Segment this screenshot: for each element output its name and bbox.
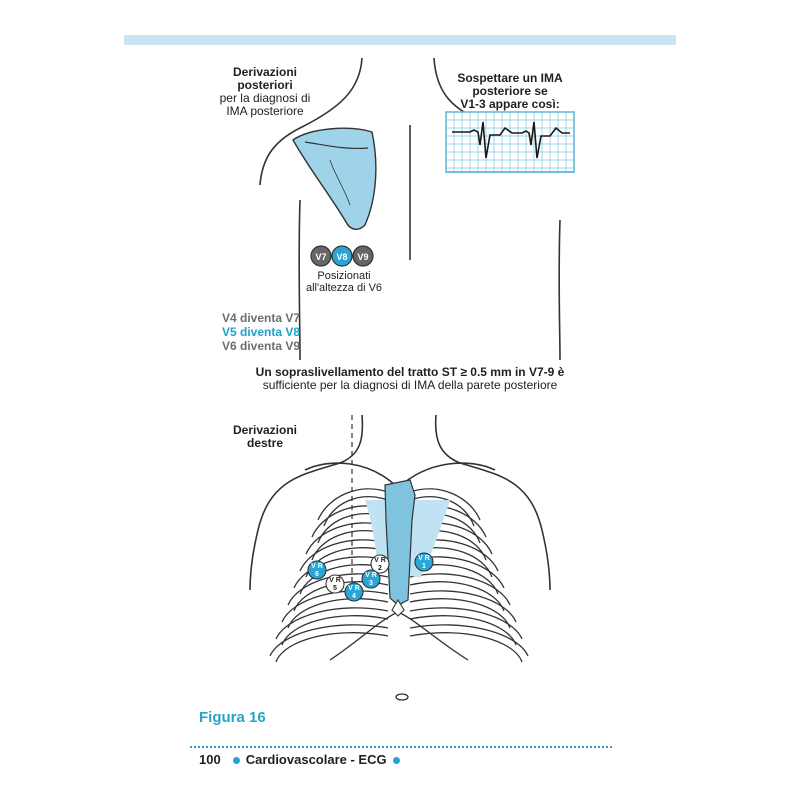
- posterior-subtitle-line1: per la diagnosi di: [219, 91, 311, 105]
- posterior-subtitle-line2: IMA posteriore: [226, 104, 304, 118]
- electrode-num-vr4: 4: [352, 593, 356, 600]
- ecg-strip: [446, 112, 574, 172]
- scapula: [293, 128, 376, 229]
- posterior-electrodes: [311, 246, 373, 266]
- footer-section: Cardiovascolare - ECG: [245, 752, 387, 767]
- shift-v5-v8: V5 diventa V8: [222, 325, 301, 339]
- right-title-line2: destre: [246, 436, 284, 450]
- suspect-ima-note: [445, 72, 575, 111]
- electrode-label-vr4: V R: [348, 585, 360, 592]
- right-title-line1: Derivazioni: [232, 423, 298, 437]
- electrode-label-vr2: V R: [374, 557, 386, 564]
- suspect-line3: V1-3 appare così:: [460, 97, 560, 111]
- shift-v6-v9: V6 diventa V9: [222, 339, 301, 353]
- positioned-note: [296, 270, 392, 294]
- posterior-title-line2: posteriori: [237, 78, 293, 92]
- electrode-num-vr2: 2: [378, 565, 382, 572]
- page-footer: [199, 752, 406, 767]
- shift-v4-v7: V4 diventa V7: [222, 311, 301, 325]
- posterior-leads-title: [200, 66, 330, 118]
- positioned-line2: all'altezza di V6: [305, 282, 383, 294]
- electrode-label-v7: V7: [315, 252, 327, 262]
- lead-shift-list: [222, 311, 300, 353]
- electrode-label-vr5: V R: [329, 577, 341, 584]
- electrode-label-vr1: V R: [418, 555, 430, 562]
- electrode-num-vr1: 1: [422, 563, 426, 570]
- st-note-line1: Un sopraslivellamento del tratto ST ≥ 0.5 mm in V7-9 è: [255, 365, 565, 379]
- electrode-num-vr3: 3: [369, 580, 373, 587]
- posterior-title-line1: Derivazioni: [232, 65, 298, 79]
- electrode-label-vr6: V R: [311, 563, 323, 570]
- right-leads-title: [225, 424, 305, 450]
- suspect-line1: Sospettare un IMA: [457, 71, 563, 85]
- suspect-line2: posteriore se: [472, 84, 548, 98]
- electrode-label-v8: V8: [336, 252, 348, 262]
- footer-divider: [190, 746, 612, 748]
- navel: [396, 694, 408, 700]
- positioned-line1: Posizionati: [317, 270, 371, 282]
- electrode-num-vr6: 6: [315, 571, 319, 578]
- bullet-icon: [393, 757, 400, 764]
- page-number: 100: [199, 752, 221, 767]
- bullet-icon: [233, 757, 240, 764]
- st-elevation-note: [250, 366, 570, 392]
- electrode-num-vr5: 5: [333, 585, 337, 592]
- figure-caption: Figura 16: [199, 709, 266, 726]
- electrode-label-vr3: V R: [365, 572, 377, 579]
- st-note-line2: sufficiente per la diagnosi di IMA della parete posteriore: [262, 378, 558, 392]
- electrode-label-v9: V9: [357, 252, 369, 262]
